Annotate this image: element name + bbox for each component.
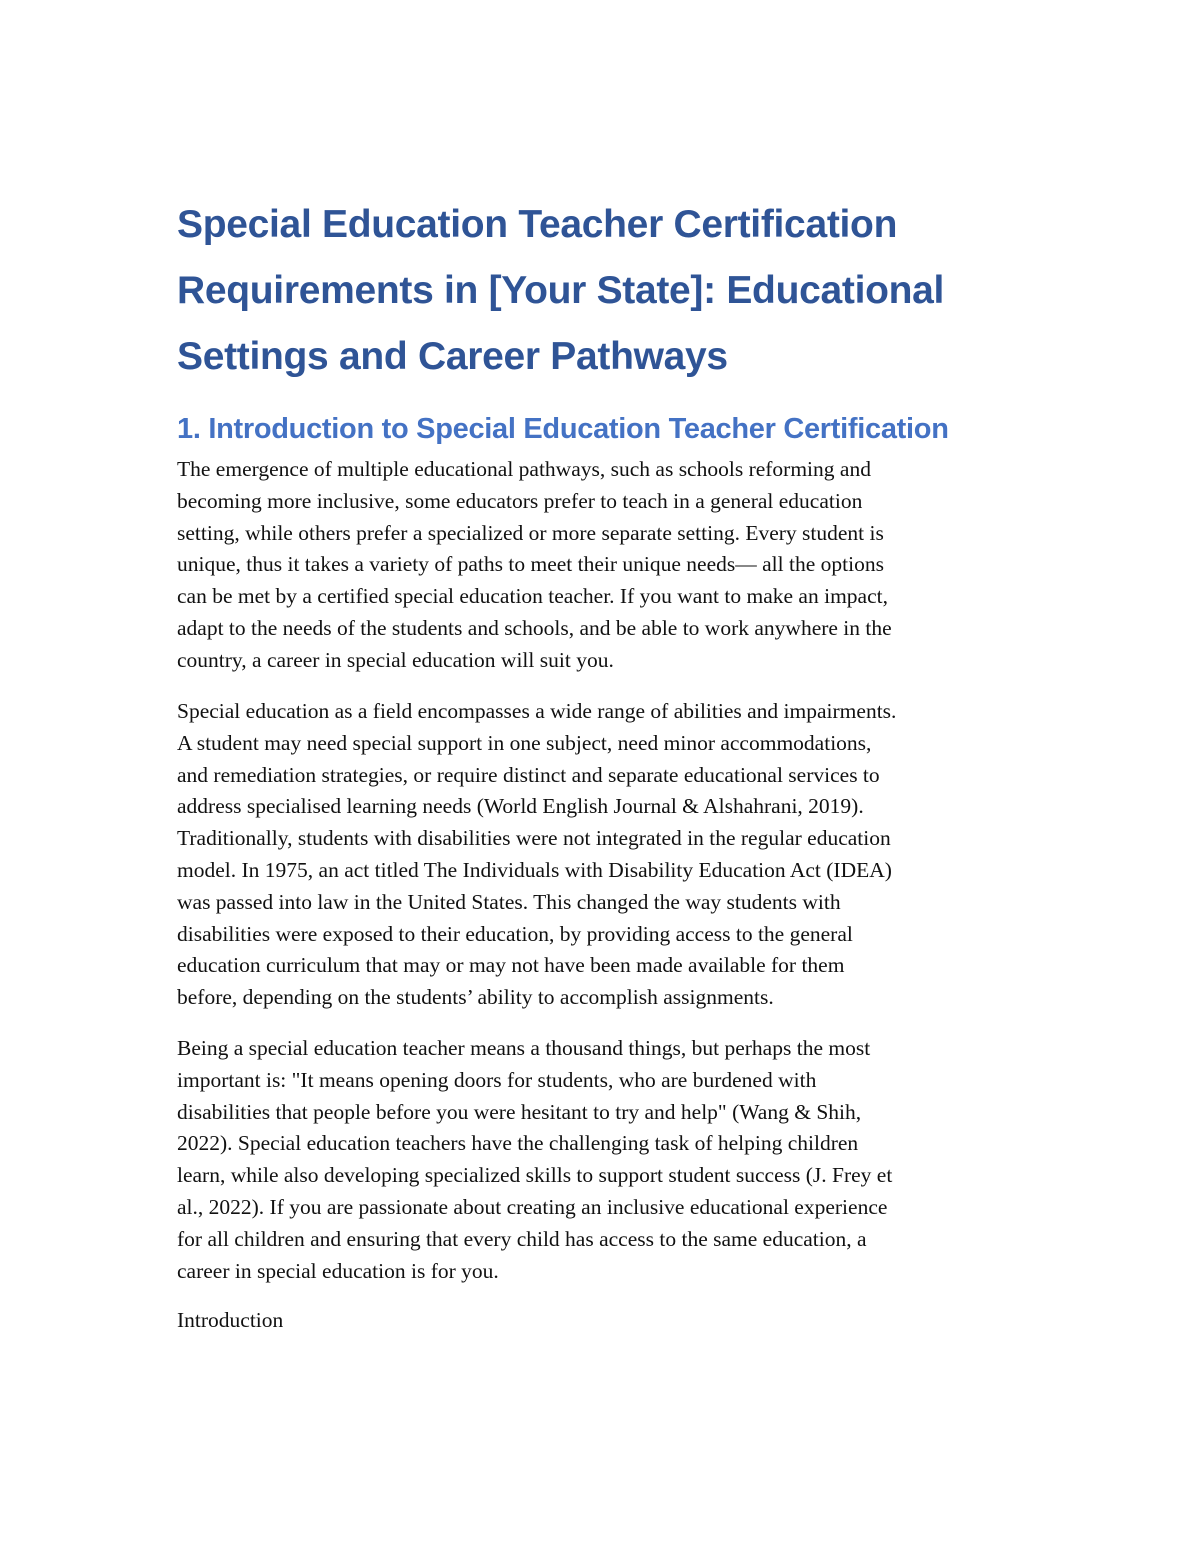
text-line: setting, while others prefer a specialized or more separate setting. Every student is bbox=[177, 520, 884, 545]
text-line: address specialised learning needs (World English Journal & Alshahrani, 2019). bbox=[177, 794, 864, 819]
text-line: Being a special education teacher means a thousand things, but perhaps the most bbox=[177, 1036, 871, 1060]
text-line: al., 2022). If you are passionate about creating an inclusive educational experience bbox=[177, 1194, 888, 1219]
text-line: learn, while also developing specialized skills to support student success (J. Frey et bbox=[177, 1163, 893, 1188]
text-line: Introduction bbox=[177, 1308, 284, 1332]
text-line: education curriculum that may or may not have been made available for them bbox=[177, 953, 845, 978]
text-line: country, a career in special education will suit you. bbox=[177, 647, 614, 672]
text-line: disabilities that people before you were hesitant to try and help" (Wang & Shih, bbox=[177, 1099, 862, 1124]
text-line: 2022). Special education teachers have the challenging task of helping children bbox=[177, 1131, 859, 1156]
text-line: for all children and ensuring that every child has access to the same education, a bbox=[177, 1226, 867, 1251]
text-line: important is: "It means opening doors for students, who are burdened with bbox=[177, 1067, 817, 1092]
paragraph-1 bbox=[177, 454, 892, 677]
text-line: and remediation strategies, or require distinct and separate educational services to bbox=[177, 762, 880, 787]
text-line: Settings and Career Pathways bbox=[177, 335, 728, 378]
text-line: A student may need special support in one subject, need minor accommodations, bbox=[177, 730, 872, 755]
paragraph-2 bbox=[177, 696, 896, 1014]
text-line: model. In 1975, an act titled The Individuals with Disability Education Act (IDEA) bbox=[177, 857, 892, 882]
paragraph-introduction bbox=[177, 1305, 283, 1337]
text-line: before, depending on the students’ ability to accomplish assignments. bbox=[177, 985, 774, 1010]
paragraph-3 bbox=[177, 1033, 892, 1287]
section-heading: 1. Introduction to Special Education Teacher Certification bbox=[177, 413, 949, 445]
text-line: unique, thus it takes a variety of paths to meet their unique needs— all the options bbox=[177, 552, 884, 577]
text-line: can be met by a certified special education teacher. If you want to make an impact, bbox=[177, 584, 888, 609]
text-line: adapt to the needs of the students and schools, and be able to work anywhere in the bbox=[177, 615, 892, 640]
text-line: career in special education is for you. bbox=[177, 1258, 499, 1283]
text-line: Special Education Teacher Certification bbox=[177, 203, 898, 246]
text-line: Traditionally, students with disabilities were not integrated in the regular education bbox=[177, 826, 891, 851]
text-line: disabilities were exposed to their education, by providing access to the general bbox=[177, 921, 853, 946]
text-line: Special education as a field encompasses a wide range of abilities and impairments. bbox=[177, 699, 897, 723]
document-title bbox=[177, 192, 944, 390]
text-line: was passed into law in the United States. This changed the way students with bbox=[177, 889, 841, 914]
text-line: becoming more inclusive, some educators prefer to teach in a general education bbox=[177, 488, 863, 513]
text-line: The emergence of multiple educational pathways, such as schools reforming and bbox=[177, 457, 871, 481]
text-line: Requirements in [Your State]: Educational bbox=[177, 269, 945, 312]
